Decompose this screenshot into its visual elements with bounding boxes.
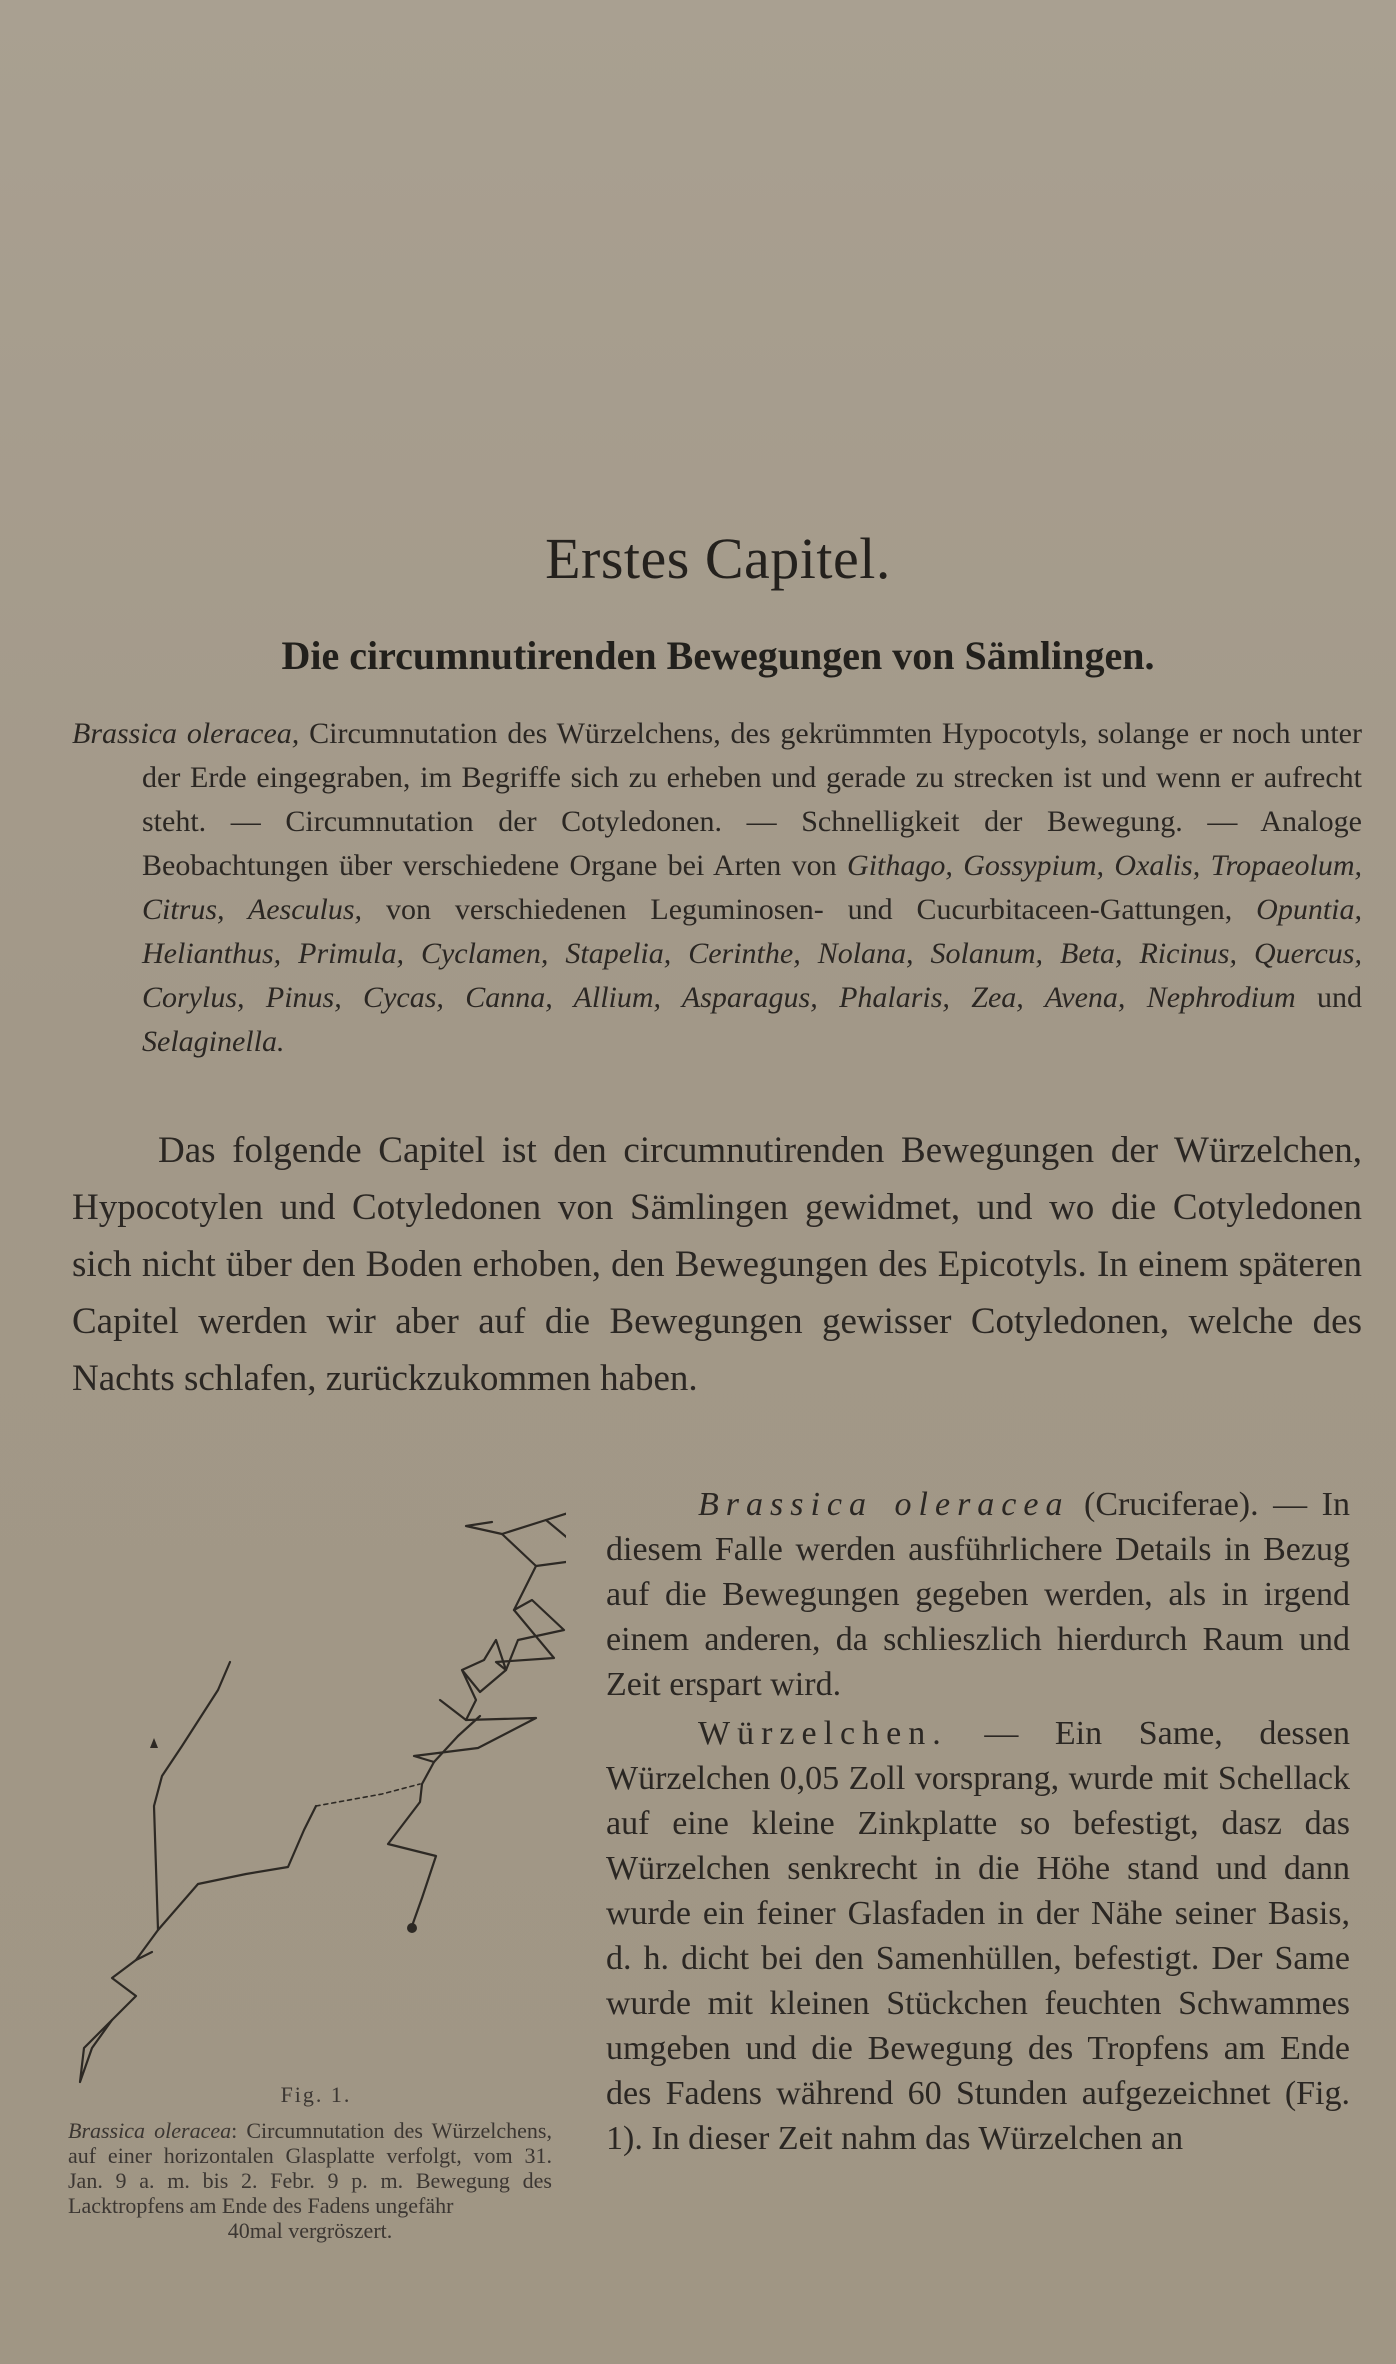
brassica-paragraph	[606, 1482, 1350, 1707]
summary-species: Brassica oleracea,	[72, 717, 300, 750]
figure-caption	[68, 2118, 552, 2243]
brassica-name: Brassica oleracea	[698, 1486, 1070, 1523]
caption-species: Brassica oleracea	[68, 2118, 232, 2143]
chapter-summary	[72, 712, 1362, 1064]
wurzelchen-heading: Würzelchen.	[698, 1715, 948, 1752]
summary-text-1: Circumnutation des Würzelchens, des gekrümmten Hypocotyls, solange er noch unter der Erde eingegraben, im Begriffe sich zu erheben und gerade zu strecken ist und wenn er aufrecht steht. — Circumnutation der Cotyledonen. — Schnelligkeit der Bewegung. — Analoge Beobachtungen über verschiedene Organe bei Arten von	[142, 717, 1362, 882]
summary-genera-1: Githago, Gossypium, Oxalis, Tropaeolum, Citrus, Aesculus,	[142, 849, 1362, 926]
summary-text-3: und	[1295, 981, 1363, 1014]
brassica-text: (Cruciferae). — In diesem Falle werden ausführlichere Details in Bezug auf die Bewegungen gegeben werden, als in irgend einem anderen, da schlieszlich hierdurch Raum und Zeit erspart wird.	[606, 1486, 1350, 1703]
summary-genera-3: Selaginella.	[142, 1025, 285, 1058]
caption-magnification: 40mal vergröszert.	[227, 2218, 393, 2243]
figure-1	[66, 1500, 566, 2090]
figure-label: Fig. 1.	[280, 2082, 352, 2107]
caption-text: : Circumnutation des Würzelchens, auf einer horizontalen Glasplatte verfolgt, vom 31. Jan. 9 a. m. bis 2. Febr. 9 p. m. Bewegung des Lacktropfens am Ende des Fadens ungefähr	[68, 2118, 552, 2218]
summary-genera-2: Opuntia, Helianthus, Primula, Cyclamen, Stapelia, Cerinthe, Nolana, Solanum, Beta, Ricinus, Quercus, Corylus, Pinus, Cycas, Canna, Allium, Asparagus, Phalaris, Zea, Avena, Nephrodium	[142, 893, 1362, 1014]
summary-text-2: von verschiedenen Leguminosen- und Cucurbitaceen-Gattungen,	[362, 893, 1257, 926]
chapter-subtitle: Die circumnutirenden Bewegungen von Sämlingen.	[281, 633, 1155, 678]
circumnutation-trace	[66, 1500, 566, 2090]
wurzelchen-paragraph	[606, 1711, 1350, 2161]
wurzelchen-text: — Ein Same, dessen Würzelchen 0,05 Zoll vorsprang, wurde mit Schellack auf eine kleine Zinkplatte so befestigt, dasz das Würzelchen senkrecht in die Höhe stand und dann wurde ein feiner Glasfaden in der Nähe seiner Basis, d. h. dicht bei den Samenhüllen, befestigt. Der Same wurde mit kleinen Stückchen feuchten Schwammes umgeben und die Bewegung des Tropfens am Ende des Fadens während 60 Stunden aufgezeichnet (Fig. 1). In dieser Zeit nahm das Würzelchen an	[606, 1715, 1350, 2157]
right-column-text	[606, 1482, 1350, 2161]
lacquer-drop-dot	[407, 1923, 417, 1933]
chapter-title: Erstes Capitel.	[545, 526, 891, 591]
intro-paragraph: Das folgende Capitel ist den circumnutirenden Bewegungen der Würzelchen, Hypocotylen und Cotyledonen von Sämlingen gewidmet, und wo die Cotyledonen sich nicht über den Boden erhoben, den Bewegungen des Epicotyls. In einem späteren Capitel werden wir aber auf die Bewegungen gewisser Cotyledonen, welche des Nachts schlafen, zurückzukommen haben.	[72, 1130, 1362, 1399]
